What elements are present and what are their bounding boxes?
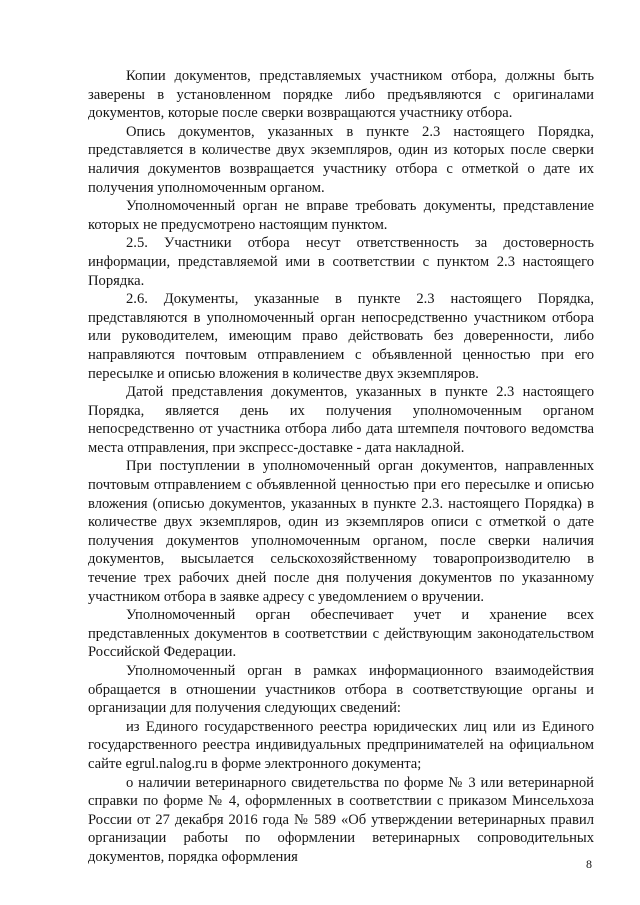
paragraph-2-6: 2.6. Документы, указанные в пункте 2.3 настоящего Порядка, представляются в уполномоченный орган непосредственно участником отбора или руководителем, имеющим право действовать без доверенности, либо направляются почтовым отправлением с объявленной ценностью при его пересылке и описью вложения в количестве двух экземпляров. — [88, 291, 594, 382]
paragraph-copies: Копии документов, представляемых участником отбора, должны быть заверены в установленном порядке либо предъявляются с оригиналами документов, которые после сверки возвращаются участнику отбора. — [88, 68, 594, 122]
paragraph-information-requests: Уполномоченный орган в рамках информационного взаимодействия обращается в отношении участников отбора в соответствующие органы и организации для получения следующих сведений: — [88, 663, 594, 717]
paragraph-storage: Уполномоченный орган обеспечивает учет и хранение всех представленных документов в соответствии с действующим законодательством Российской Федерации. — [88, 607, 594, 661]
paragraph-no-extra-documents: Уполномоченный орган не вправе требовать документы, представление которых не предусмотрено настоящим пунктом. — [88, 198, 594, 233]
paragraph-postal-receipt: При поступлении в уполномоченный орган документов, направленных почтовым отправлением с объявленной ценностью при его пересылке и описью вложения (описью документов, указанных в пункте 2.3. настоящего Порядка) в количестве двух экземпляров, один из экземпляров описи с отметкой о дате получения документов уполномоченным органом, после сверки наличия документов, высылается сельскохозяйственному товаропроизводителю в течение трех рабочих дней после дня получения документов по указанному участником отбора в заявке адресу с уведомлением о вручении. — [88, 458, 594, 605]
paragraph-2-5: 2.5. Участники отбора несут ответственность за достоверность информации, представляемой ими в соответствии с пунктом 2.3 настоящего Порядка. — [88, 235, 594, 289]
document-body — [88, 67, 594, 867]
paragraph-inventory: Опись документов, указанных в пункте 2.3 настоящего Порядка, представляется в количестве двух экземпляров, один из которых после сверки наличия документов возвращается участнику отбора с отметкой о дате их получения уполномоченным органом. — [88, 123, 594, 196]
paragraph-veterinary-certificate: о наличии ветеринарного свидетельства по форме № 3 или ветеринарной справки по форме № 4, оформленных в соответствии с приказом Минсельхоза России от 27 декабря 2016 года № 589 «Об утверждении ветеринарных правил организации работы по оформлении ветеринарных сопроводительных документов, порядка оформления — [88, 774, 594, 865]
page-number: 8 — [586, 857, 592, 871]
paragraph-registry: из Единого государственного реестра юридических лиц или из Единого государственного реестра индивидуальных предпринимателей на официальном сайте egrul.nalog.ru в форме электронного документа; — [88, 718, 594, 772]
paragraph-submission-date: Датой представления документов, указанных в пункте 2.3 настоящего Порядка, является день их получения уполномоченным органом непосредственно от участника отбора либо дата штемпеля почтового ведомства места отправления, при экспресс-доставке - дата накладной. — [88, 384, 594, 456]
